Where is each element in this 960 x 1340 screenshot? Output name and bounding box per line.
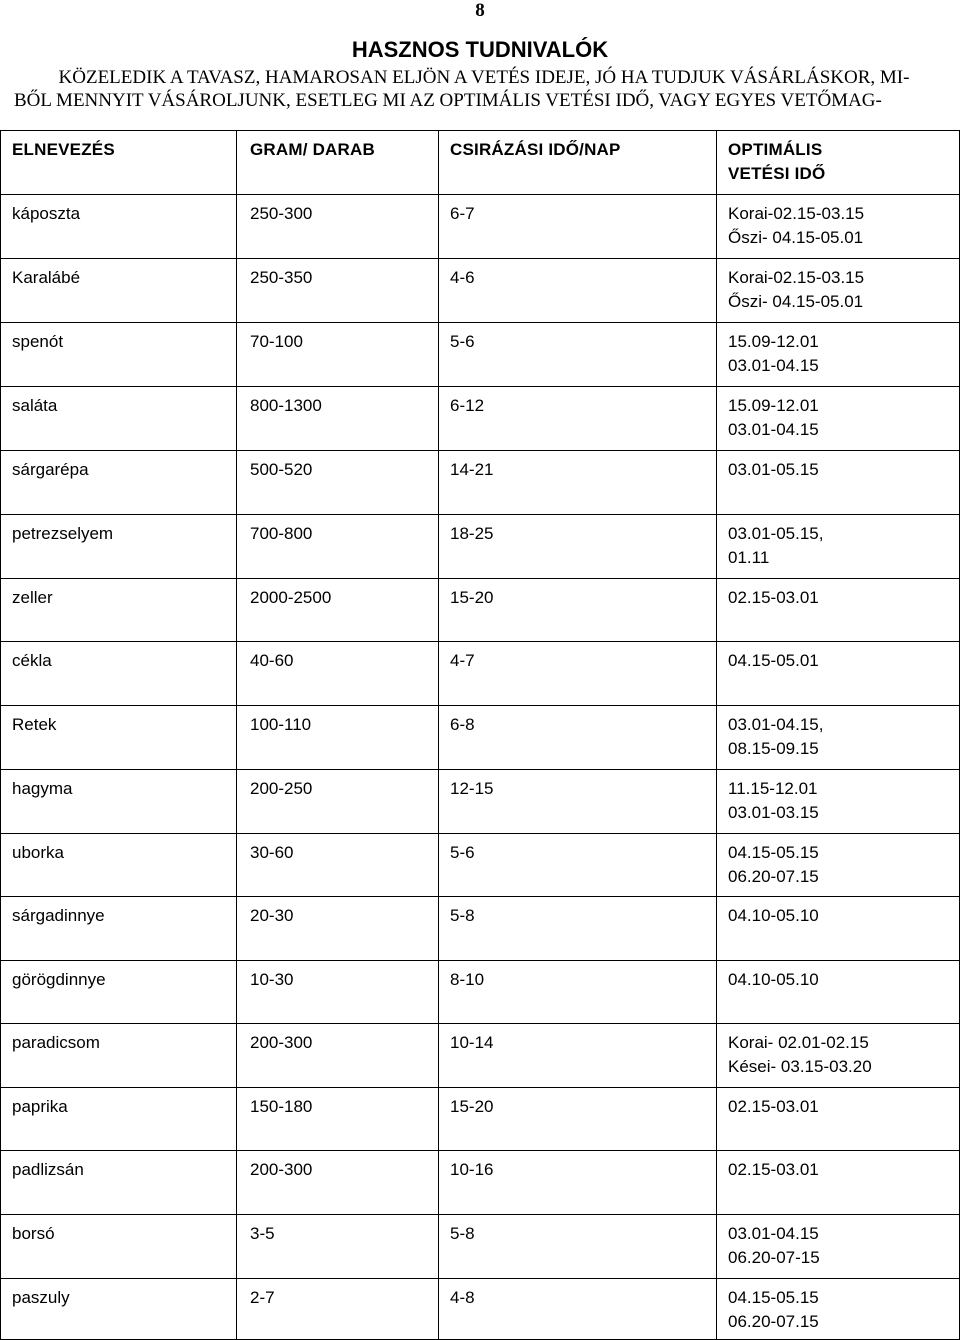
sowing-time-line-1: Korai-02.15-03.15: [728, 204, 865, 223]
sowing-time-line-1: 02.15-03.01: [728, 588, 819, 607]
cell-germination-days: 10-14: [450, 1033, 494, 1052]
cell-name: sárgarépa: [12, 460, 89, 479]
table-row: [0, 514, 960, 578]
cell-name: hagyma: [12, 779, 73, 798]
cell-gram: 2000-2500: [250, 588, 332, 607]
cell-name: Karalábé: [12, 268, 81, 287]
sowing-time-line-1: 04.15-05.15: [728, 1288, 819, 1307]
cell-gram: 200-300: [250, 1033, 313, 1052]
table-row: [0, 578, 960, 641]
cell-sowing-time: [728, 202, 864, 250]
sowing-time-line-1: 15.09-12.01: [728, 396, 819, 415]
cell-name: paradicsom: [12, 1033, 100, 1052]
sowing-time-line-2: 06.20-07-15: [728, 1248, 820, 1267]
sowing-time-line-2: Őszi- 04.15-05.01: [728, 228, 864, 247]
cell-name: spenót: [12, 332, 64, 351]
header-germination: CSIRÁZÁSI IDŐ/NAP: [450, 140, 621, 159]
table-row: [0, 833, 960, 896]
cell-germination-days: 5-6: [450, 332, 475, 351]
intro-text: [14, 66, 954, 112]
cell-germination-days: 4-8: [450, 1288, 475, 1307]
cell-sowing-time: [728, 777, 819, 825]
sowing-time-line-1: 02.15-03.01: [728, 1160, 819, 1179]
cell-germination-days: 5-8: [450, 1224, 475, 1243]
cell-name: sárgadinnye: [12, 906, 105, 925]
sowing-time-line-1: 04.15-05.01: [728, 651, 819, 670]
table-row: [0, 1214, 960, 1278]
sowing-time-line-1: 15.09-12.01: [728, 332, 819, 351]
cell-sowing-time: [728, 522, 823, 570]
table-row: [0, 1150, 960, 1214]
cell-gram: 30-60: [250, 843, 294, 862]
cell-gram: 40-60: [250, 651, 294, 670]
intro-line-2: BŐL MENNYIT VÁSÁROLJUNK, ESETLEG MI AZ OPTIMÁLIS VETÉSI IDŐ, VAGY EGYES VETŐMAG-: [14, 90, 882, 111]
cell-name: borsó: [12, 1224, 55, 1243]
cell-germination-days: 6-12: [450, 396, 485, 415]
header-name: ELNEVEZÉS: [12, 140, 115, 159]
table-row: [0, 641, 960, 705]
table-row: [0, 960, 960, 1023]
cell-germination-days: 10-16: [450, 1160, 494, 1179]
cell-name: padlizsán: [12, 1160, 84, 1179]
cell-sowing-time: [728, 1095, 819, 1119]
sowing-time-line-2: Kései- 03.15-03.20: [728, 1057, 872, 1076]
cell-name: uborka: [12, 843, 64, 862]
cell-sowing-time: [728, 1286, 819, 1334]
cell-name: paprika: [12, 1097, 68, 1116]
cell-gram: 800-1300: [250, 396, 322, 415]
cell-name: káposzta: [12, 204, 81, 223]
sowing-time-line-2: 01.11: [728, 548, 770, 567]
cell-sowing-time: [728, 1158, 819, 1182]
cell-gram: 20-30: [250, 906, 294, 925]
cell-gram: 700-800: [250, 524, 313, 543]
sowing-time-line-1: 04.10-05.10: [728, 906, 819, 925]
sowing-time-line-2: 06.20-07.15: [728, 867, 819, 886]
cell-sowing-time: [728, 904, 819, 928]
header-sowing-time-line-1: OPTIMÁLIS: [728, 140, 823, 159]
cell-gram: 2-7: [250, 1288, 275, 1307]
cell-name: görögdinnye: [12, 970, 106, 989]
sowing-time-line-2: 08.15-09.15: [728, 739, 819, 758]
table-row: [0, 450, 960, 514]
page-number: 8: [475, 0, 485, 21]
cell-gram: 100-110: [250, 715, 312, 734]
sowing-time-line-2: Őszi- 04.15-05.01: [728, 292, 864, 311]
table-row: [0, 705, 960, 769]
cell-germination-days: 6-8: [450, 715, 475, 734]
sowing-time-line-1: Korai- 02.01-02.15: [728, 1033, 869, 1052]
header-gram: GRAM/ DARAB: [250, 140, 375, 159]
table-header-row: [0, 130, 960, 194]
cell-gram: 3-5: [250, 1224, 275, 1243]
cell-gram: 150-180: [250, 1097, 313, 1116]
cell-germination-days: 15-20: [450, 588, 494, 607]
header-sowing-time: [728, 138, 825, 186]
cell-gram: 70-100: [250, 332, 303, 351]
sowing-time-line-2: 03.01-03.15: [728, 803, 819, 822]
intro-line-1: KÖZELEDIK A TAVASZ, HAMAROSAN ELJÖN A VETÉS IDEJE, JÓ HA TUDJUK VÁSÁRLÁSKOR, MI-: [58, 67, 910, 88]
cell-sowing-time: [728, 1031, 872, 1079]
table-row: [0, 322, 960, 386]
cell-sowing-time: [728, 968, 819, 992]
cell-germination-days: 4-6: [450, 268, 475, 287]
cell-sowing-time: [728, 394, 819, 442]
table-row: [0, 258, 960, 322]
sowing-time-line-1: Korai-02.15-03.15: [728, 268, 865, 287]
sowing-time-line-2: 03.01-04.15: [728, 420, 819, 439]
cell-germination-days: 5-8: [450, 906, 475, 925]
sowing-time-line-2: 03.01-04.15: [728, 356, 819, 375]
cell-sowing-time: [728, 586, 819, 610]
table-row: [0, 896, 960, 960]
cell-germination-days: 14-21: [450, 460, 494, 479]
sowing-time-line-1: 03.01-04.15: [728, 1224, 819, 1243]
table-row: [0, 1278, 960, 1340]
seed-table: [0, 130, 960, 1340]
cell-germination-days: 8-10: [450, 970, 485, 989]
cell-gram: 500-520: [250, 460, 313, 479]
table-row: [0, 386, 960, 450]
sowing-time-line-1: 02.15-03.01: [728, 1097, 819, 1116]
cell-germination-days: 5-6: [450, 843, 475, 862]
cell-germination-days: 18-25: [450, 524, 494, 543]
sowing-time-line-2: 06.20-07.15: [728, 1312, 819, 1331]
cell-name: saláta: [12, 396, 58, 415]
cell-germination-days: 12-15: [450, 779, 494, 798]
cell-sowing-time: [728, 841, 819, 889]
cell-gram: 200-300: [250, 1160, 313, 1179]
table-row: [0, 1087, 960, 1150]
sowing-time-line-1: 04.10-05.10: [728, 970, 819, 989]
cell-germination-days: 15-20: [450, 1097, 494, 1116]
sowing-time-line-1: 03.01-05.15: [728, 460, 819, 479]
table-row: [0, 1023, 960, 1087]
cell-germination-days: 6-7: [450, 204, 475, 223]
sowing-time-line-1: 11.15-12.01: [728, 779, 818, 798]
sowing-time-line-1: 03.01-05.15,: [728, 524, 824, 543]
cell-gram: 200-250: [250, 779, 313, 798]
cell-sowing-time: [728, 266, 864, 314]
cell-gram: 10-30: [250, 970, 294, 989]
cell-sowing-time: [728, 330, 819, 378]
cell-sowing-time: [728, 649, 819, 673]
sowing-time-line-1: 03.01-04.15,: [728, 715, 824, 734]
table-row: [0, 194, 960, 258]
cell-sowing-time: [728, 1222, 820, 1270]
cell-name: cékla: [12, 651, 52, 670]
cell-name: Retek: [12, 715, 57, 734]
sowing-time-line-1: 04.15-05.15: [728, 843, 819, 862]
page-title: HASZNOS TUDNIVALÓK: [351, 37, 609, 62]
header-sowing-time-line-2: VETÉSI IDŐ: [728, 164, 826, 183]
table-row: [0, 769, 960, 833]
cell-name: zeller: [12, 588, 53, 607]
cell-germination-days: 4-7: [450, 651, 475, 670]
cell-sowing-time: [728, 713, 823, 761]
table-row-border: [0, 130, 960, 131]
cell-gram: 250-350: [250, 268, 313, 287]
cell-name: petrezselyem: [12, 524, 114, 543]
cell-name: paszuly: [12, 1288, 70, 1307]
cell-sowing-time: [728, 458, 819, 482]
cell-gram: 250-300: [250, 204, 313, 223]
